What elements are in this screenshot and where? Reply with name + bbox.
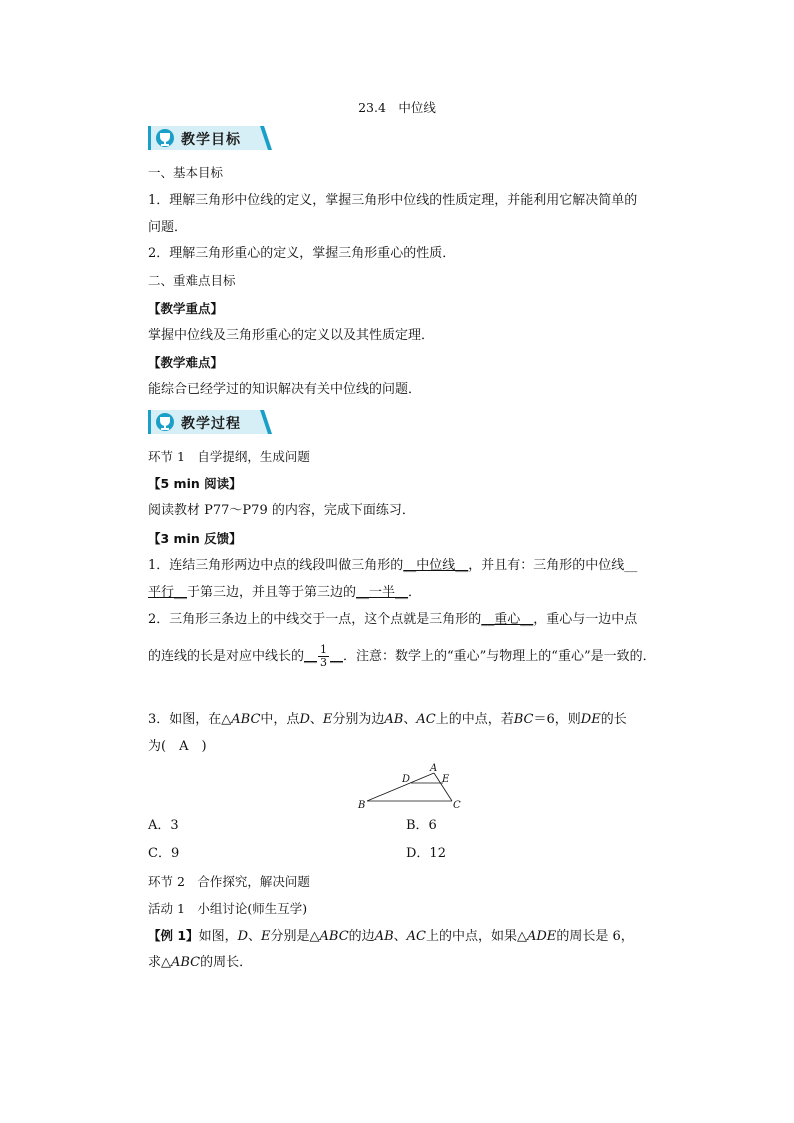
section-banner-process bbox=[148, 410, 270, 434]
difficulty-text: 能综合已经学过的知识解决有关中位线的问题． bbox=[148, 382, 422, 397]
text: 的边 bbox=[348, 929, 375, 944]
label-C: C bbox=[453, 800, 461, 809]
text: ，重心与一边中点 bbox=[533, 612, 638, 627]
fraction-one-third bbox=[318, 644, 329, 669]
text: 的周长． bbox=[200, 955, 253, 970]
side-AB bbox=[367, 773, 434, 801]
text: 于第三边，并且等于第三边的 bbox=[187, 585, 357, 600]
option-c: C．9 bbox=[148, 846, 180, 861]
question-2-line-1 bbox=[148, 612, 637, 628]
text: 、 bbox=[248, 929, 262, 944]
feedback-label: 【3 min 反馈】 bbox=[148, 531, 242, 546]
difficulty-label: 【教学难点】 bbox=[148, 355, 224, 370]
page-title: 23.4 中位线 bbox=[358, 100, 436, 115]
var: E bbox=[322, 712, 333, 727]
var: ABC bbox=[231, 712, 261, 727]
focus-text: 掌握中位线及三角形重心的定义以及其性质定理． bbox=[148, 328, 435, 343]
text: 分别为边 bbox=[332, 712, 385, 727]
var: D bbox=[299, 712, 310, 727]
text: 分别是△ bbox=[270, 929, 320, 944]
fraction-numerator: 1 bbox=[320, 643, 328, 656]
label-B: B bbox=[358, 800, 366, 809]
var: ADE bbox=[527, 929, 557, 944]
var: E bbox=[261, 929, 271, 944]
text: 的连线的长是对应中线长的 bbox=[148, 649, 305, 664]
text: ＝6，则 bbox=[533, 712, 581, 727]
example-label: 【例 1】 bbox=[148, 928, 199, 943]
option-b: B．6 bbox=[406, 818, 437, 833]
text: 中，点 bbox=[260, 712, 300, 727]
goal-heading-basic: 一、基本目标 bbox=[148, 165, 224, 180]
reading-label: 【5 min 阅读】 bbox=[148, 476, 242, 491]
goal-item-1-cont: 问题． bbox=[148, 220, 188, 235]
text: 上的中点，如果△ bbox=[426, 929, 527, 944]
text: 如图， bbox=[198, 929, 238, 944]
var: DE bbox=[580, 712, 601, 727]
example-1-line-1 bbox=[148, 928, 634, 945]
focus-label: 【教学重点】 bbox=[148, 301, 224, 316]
goal-item-1: 1．理解三角形中位线的定义，掌握三角形中位线的性质定理，并能利用它解决简单的 bbox=[148, 193, 638, 208]
question-3-line-1 bbox=[148, 712, 627, 728]
answer-blank: __ bbox=[304, 649, 318, 664]
text: 求△ bbox=[148, 955, 171, 970]
text: ，并且有：三角形的中位线__ bbox=[468, 558, 638, 573]
text: ． bbox=[408, 585, 422, 600]
question-3-line-2: 为( A ) bbox=[148, 739, 207, 754]
var: AC bbox=[406, 929, 426, 944]
goal-item-2: 2．理解三角形重心的定义，掌握三角形重心的性质． bbox=[148, 246, 456, 261]
text: 、 bbox=[393, 929, 407, 944]
text: 上的中点，若 bbox=[435, 712, 514, 727]
question-2-line-2 bbox=[148, 643, 656, 671]
option-a: A．3 bbox=[148, 818, 179, 833]
text: 的长 bbox=[600, 712, 627, 727]
var: BC bbox=[513, 712, 534, 727]
goal-heading-key: 二、重难点目标 bbox=[148, 273, 236, 288]
text: 2．三角形三条边上的中线交于一点，这个点就是三角形的 bbox=[148, 612, 482, 627]
section-banner-goals bbox=[148, 126, 270, 150]
var: AB bbox=[374, 929, 394, 944]
question-1-line-2 bbox=[148, 585, 421, 601]
var: AC bbox=[416, 712, 436, 727]
text: 的周长是 6， bbox=[556, 929, 634, 944]
answer-blank: __ bbox=[330, 649, 344, 664]
link-2-heading: 环节 2 合作探究，解决问题 bbox=[148, 874, 310, 889]
answer-blank: __中位线__ bbox=[403, 558, 469, 573]
var: D bbox=[237, 929, 249, 944]
fraction-denominator: 3 bbox=[320, 656, 328, 669]
question-1-line-1 bbox=[148, 558, 637, 574]
option-d: D．12 bbox=[406, 846, 446, 861]
var: ABC bbox=[319, 929, 349, 944]
label-D: D bbox=[402, 774, 411, 785]
triangle-figure bbox=[355, 761, 465, 809]
answer-blank: __一半__ bbox=[356, 585, 409, 600]
banner-title: 教学目标 bbox=[181, 132, 241, 148]
text: 、 bbox=[403, 712, 417, 727]
banner-title: 教学过程 bbox=[181, 416, 241, 432]
text: 1．连结三角形两边中点的线段叫做三角形的 bbox=[148, 558, 404, 573]
var: AB bbox=[384, 712, 404, 727]
activity-1-heading: 活动 1 小组讨论(师生互学) bbox=[148, 901, 308, 916]
text: ．注意：数学上的“重心”与物理上的“重心”是一致的． bbox=[343, 649, 656, 664]
var: ABC bbox=[171, 955, 201, 970]
link-1-heading: 环节 1 自学提纲，生成问题 bbox=[148, 449, 310, 464]
text: 3．如图，在△ bbox=[148, 712, 232, 727]
reading-text: 阅读教材 P77～P79 的内容，完成下面练习． bbox=[148, 503, 415, 518]
answer-blank: 平行__ bbox=[148, 585, 188, 600]
answer-blank: __重心__ bbox=[481, 612, 534, 627]
label-E: E bbox=[442, 774, 450, 785]
text: 、 bbox=[309, 712, 323, 727]
example-1-line-2 bbox=[148, 955, 252, 971]
label-A: A bbox=[430, 763, 438, 774]
